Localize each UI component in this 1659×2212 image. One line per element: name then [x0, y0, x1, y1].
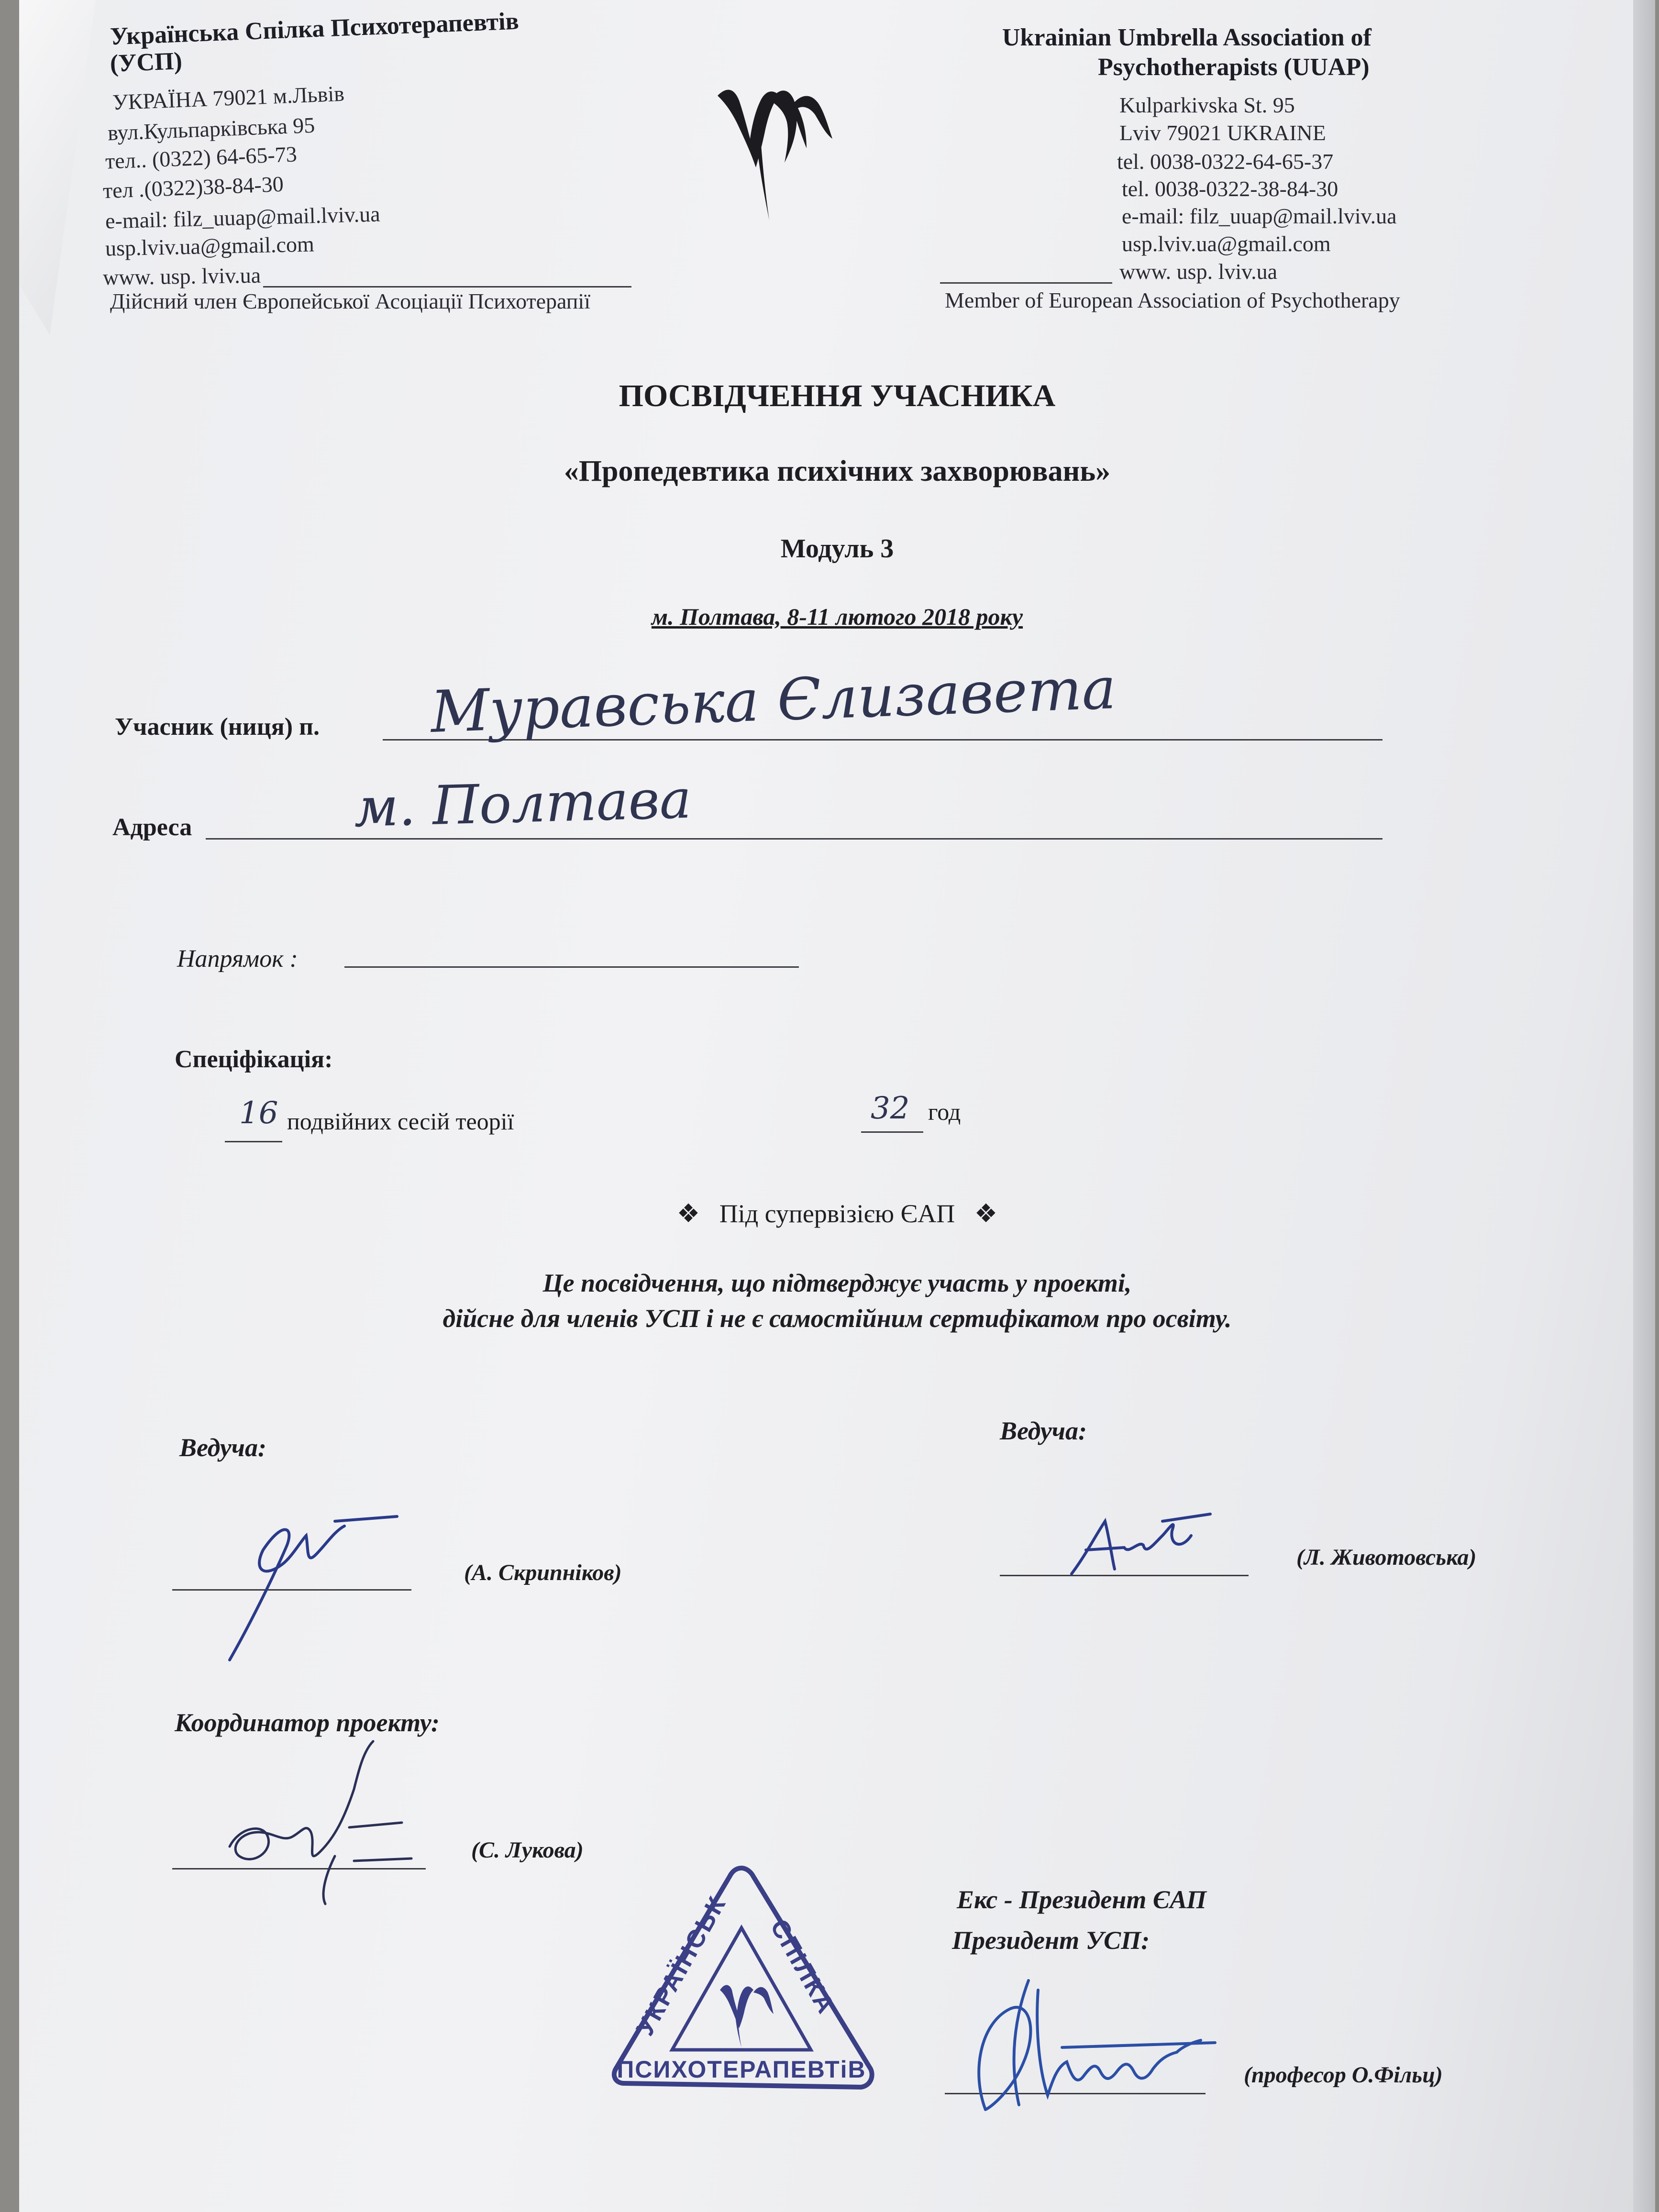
notice-line-2: дійсне для членів УСП і не є самостійним сертифікатом про освіту. — [442, 1304, 1232, 1333]
leader-name-right: (Л. Животовська) — [1296, 1545, 1477, 1570]
notice — [19, 1265, 1655, 1336]
direction-line — [344, 966, 799, 968]
supervision-bullet-right-icon: ❖ — [974, 1199, 998, 1228]
hours-count[interactable]: 32 — [871, 1091, 910, 1126]
president-label-2: Президент УСП: — [952, 1926, 1150, 1955]
page-edge — [1633, 0, 1655, 2212]
header-en-address-city: Lviv 79021 UKRAINE — [1119, 121, 1326, 145]
header-en-email-2: usp.lviv.ua@gmail.com — [1122, 232, 1331, 256]
header-en-email: e-mail: filz_uuap@mail.lviv.ua — [1122, 204, 1397, 228]
stamp-right-text: СПІЛКА — [764, 1914, 841, 2020]
leader-label-left: Ведуча: — [179, 1433, 267, 1462]
header-ua-email: e-mail: filz_uuap@mail.lviv.ua — [105, 201, 381, 233]
stamp-logo-icon — [720, 1985, 774, 2047]
supervision-line — [19, 1198, 1655, 1228]
leader-left-signature — [191, 1507, 411, 1660]
header-ua-membership: Дійсний член Європейської Асоціації Психотерапії — [110, 289, 590, 313]
coordinator-name: (С. Лукова) — [471, 1837, 584, 1863]
stamp-left-text: УКРАЇНСЬКА — [600, 1836, 732, 2041]
sessions-text: подвійних сесій теорії — [287, 1108, 514, 1135]
president-name: (професор О.Фільц) — [1244, 2062, 1443, 2088]
svg-text:СПІЛКА — [765, 1914, 841, 2019]
header-ua-org-name: Українська Спілка Психотерапевтів — [110, 7, 520, 51]
header-en-org-name: Ukrainian Umbrella Association of — [1002, 24, 1371, 51]
direction-label: Напрямок : — [177, 945, 298, 973]
header-en-membership: Member of European Association of Psychotherapy — [945, 288, 1400, 312]
address-value[interactable]: м. Полтава — [353, 768, 693, 840]
coordinator-label: Координатор проекту: — [175, 1708, 440, 1737]
leader-label-right: Ведуча: — [1000, 1416, 1087, 1445]
hours-text: год — [928, 1098, 961, 1125]
course-title: «Пропедевтика психічних захворювань» — [564, 455, 1111, 487]
sessions-count-line — [225, 1141, 282, 1142]
header-ua-address-street: вул.Кульпарківська 95 — [107, 112, 316, 145]
header-ua-email-2: usp.lviv.ua@gmail.com — [105, 232, 315, 261]
header-en-phone-2: tel. 0038-0322-38-84-30 — [1122, 177, 1338, 201]
curled-page-corner — [19, 0, 96, 335]
leader-name-left: (А. Скрипніков) — [464, 1560, 622, 1585]
header-ua-website: www. usp. lviv.ua — [102, 263, 261, 290]
document-title: ПОСВІДЧЕННЯ УЧАСНИКА — [619, 378, 1056, 413]
header-ua-phone-1: тел.. (0322) 64-65-73 — [105, 142, 298, 174]
header-en-address-street: Kulparkivska St. 95 — [1119, 93, 1295, 117]
stamp-bottom-text: ПСИХОТЕРАПЕВТіВ — [617, 2056, 866, 2083]
header-ua-phone-2: тел .(0322)38-84-30 — [102, 171, 284, 203]
coordinator-signature — [210, 1741, 411, 1904]
address-label: Адреса — [112, 814, 192, 841]
svg-text:УКРАЇНСЬКА — [600, 1836, 732, 2040]
president-label-1: Екс - Президент ЄАП — [957, 1885, 1207, 1914]
leader-right-signature — [1067, 1512, 1220, 1579]
supervision-bullet-left-icon: ❖ — [676, 1199, 700, 1228]
header-en-website: www. usp. lviv.ua — [1119, 259, 1278, 284]
document-page — [19, 0, 1655, 2212]
president-signature — [957, 1952, 1225, 2143]
header-ua-org-abbr: (УСП) — [109, 47, 183, 77]
header-en-rule — [940, 282, 1112, 284]
header-ua-address-country: УКРАЇНА 79021 м.Львів — [112, 81, 345, 115]
hours-count-line — [861, 1131, 923, 1133]
place-date — [19, 603, 1655, 630]
place-date-text: м. Полтава, 8-11 лютого 2018 року — [651, 603, 1023, 630]
sessions-count[interactable]: 16 — [239, 1095, 278, 1131]
notice-line-1: Це посвідчення, що підтверджує участь у проекті, — [542, 1269, 1132, 1297]
specification-label: Спеціфікація: — [175, 1046, 333, 1073]
header-en-phone-1: tel. 0038-0322-64-65-37 — [1117, 149, 1334, 174]
supervision-text: Під супервізією ЄАП — [719, 1199, 955, 1228]
participant-label: Учасник (ниця) п. — [115, 713, 320, 741]
header-en-org-name-2: Psychotherapists (UUAP) — [1098, 54, 1370, 81]
module-label: Модуль 3 — [780, 534, 894, 564]
participant-value[interactable]: Муравська Єлизавета — [430, 655, 1117, 746]
